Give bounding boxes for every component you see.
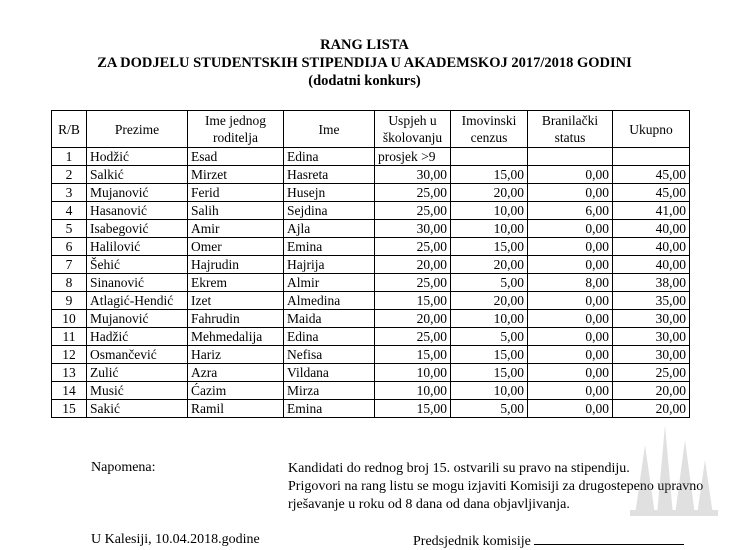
cell-uspjeh: 15,00 bbox=[375, 292, 451, 310]
cell-ukupno: 45,00 bbox=[613, 184, 690, 202]
place-date: U Kalesiji, 10.04.2018.godine bbox=[91, 532, 260, 547]
cell-roditelj: Omer bbox=[188, 238, 284, 256]
cell-ime: Emina bbox=[284, 238, 375, 256]
note-line: rješavanje u roku od 8 dana od dana objavljivanja. bbox=[288, 497, 570, 512]
cell-ime: Emina bbox=[284, 400, 375, 418]
cell-prezime: Hasanović bbox=[87, 202, 188, 220]
cell-prezime: Atlagić-Hendić bbox=[87, 292, 188, 310]
cell-rb: 9 bbox=[52, 292, 87, 310]
cell-ukupno: 40,00 bbox=[613, 256, 690, 274]
cell-uspjeh: 30,00 bbox=[375, 166, 451, 184]
cell-prezime: Mujanović bbox=[87, 184, 188, 202]
cell-imovinski: 15,00 bbox=[451, 364, 528, 382]
cell-ukupno: 40,00 bbox=[613, 238, 690, 256]
cell-ime: Sejdina bbox=[284, 202, 375, 220]
cell-ukupno: 40,00 bbox=[613, 220, 690, 238]
cell-ime: Hasreta bbox=[284, 166, 375, 184]
table-row bbox=[52, 310, 690, 328]
cell-rb: 1 bbox=[52, 148, 87, 166]
cell-ukupno: 41,00 bbox=[613, 202, 690, 220]
cell-branilacki: 0,00 bbox=[528, 166, 613, 184]
cell-branilacki: 0,00 bbox=[528, 184, 613, 202]
cell-prezime: Salkić bbox=[87, 166, 188, 184]
cell-ime: Almir bbox=[284, 274, 375, 292]
cell-ime: Maida bbox=[284, 310, 375, 328]
cell-uspjeh: prosjek >9 bbox=[375, 148, 451, 166]
cell-roditelj: Esad bbox=[188, 148, 284, 166]
document-subtitle: ZA DODJELU STUDENTSKIH STIPENDIJA U AKADEMSKOJ 2017/2018 GODINI bbox=[97, 55, 632, 71]
cell-ukupno: 38,00 bbox=[613, 274, 690, 292]
cell-prezime: Sakić bbox=[87, 400, 188, 418]
cell-roditelj: Salih bbox=[188, 202, 284, 220]
cell-imovinski: 10,00 bbox=[451, 310, 528, 328]
table-body bbox=[52, 148, 690, 418]
cell-ime: Husejn bbox=[284, 184, 375, 202]
cell-roditelj: Hariz bbox=[188, 346, 284, 364]
cell-prezime: Hodžić bbox=[87, 148, 188, 166]
col-imovinski-header: Imovinski cenzus bbox=[451, 111, 528, 148]
table-row bbox=[52, 400, 690, 418]
signature-block bbox=[413, 532, 684, 550]
cell-uspjeh: 25,00 bbox=[375, 328, 451, 346]
seal-watermark-icon bbox=[615, 405, 725, 525]
col-prezime-header: Prezime bbox=[87, 111, 188, 148]
cell-uspjeh: 25,00 bbox=[375, 238, 451, 256]
table-row bbox=[52, 292, 690, 310]
cell-rb: 6 bbox=[52, 238, 87, 256]
cell-ime: Vildana bbox=[284, 364, 375, 382]
cell-ukupno: 30,00 bbox=[613, 328, 690, 346]
cell-imovinski: 15,00 bbox=[451, 166, 528, 184]
cell-imovinski: 5,00 bbox=[451, 400, 528, 418]
cell-roditelj: Mirzet bbox=[188, 166, 284, 184]
cell-roditelj: Hajrudin bbox=[188, 256, 284, 274]
table-row bbox=[52, 364, 690, 382]
cell-uspjeh: 15,00 bbox=[375, 346, 451, 364]
cell-prezime: Sinanović bbox=[87, 274, 188, 292]
cell-roditelj: Azra bbox=[188, 364, 284, 382]
cell-ime: Nefisa bbox=[284, 346, 375, 364]
cell-branilacki: 0,00 bbox=[528, 382, 613, 400]
cell-branilacki: 8,00 bbox=[528, 274, 613, 292]
cell-prezime: Mujanović bbox=[87, 310, 188, 328]
table-row bbox=[52, 184, 690, 202]
cell-roditelj: Ćazim bbox=[188, 382, 284, 400]
cell-rb: 11 bbox=[52, 328, 87, 346]
cell-imovinski: 10,00 bbox=[451, 220, 528, 238]
cell-imovinski: 10,00 bbox=[451, 382, 528, 400]
document-title: RANG LISTA bbox=[320, 37, 409, 53]
cell-roditelj: Fahrudin bbox=[188, 310, 284, 328]
ranking-table bbox=[51, 110, 690, 418]
cell-prezime: Šehić bbox=[87, 256, 188, 274]
cell-ime: Edina bbox=[284, 148, 375, 166]
cell-ukupno: 45,00 bbox=[613, 166, 690, 184]
cell-branilacki: 0,00 bbox=[528, 328, 613, 346]
cell-prezime: Osmančević bbox=[87, 346, 188, 364]
cell-ime: Hajrija bbox=[284, 256, 375, 274]
table-row bbox=[52, 328, 690, 346]
table-row bbox=[52, 346, 690, 364]
cell-imovinski: 10,00 bbox=[451, 202, 528, 220]
cell-rb: 13 bbox=[52, 364, 87, 382]
cell-imovinski: 5,00 bbox=[451, 328, 528, 346]
cell-ime: Almedina bbox=[284, 292, 375, 310]
cell-rb: 12 bbox=[52, 346, 87, 364]
cell-ukupno: 25,00 bbox=[613, 364, 690, 382]
cell-ime: Edina bbox=[284, 328, 375, 346]
cell-branilacki: 0,00 bbox=[528, 310, 613, 328]
cell-roditelj: Amir bbox=[188, 220, 284, 238]
col-ukupno-header: Ukupno bbox=[613, 111, 690, 148]
table-row bbox=[52, 220, 690, 238]
col-uspjeh-header: Uspjeh u školovanju bbox=[375, 111, 451, 148]
table-row bbox=[52, 256, 690, 274]
signature-line bbox=[534, 532, 684, 545]
note-label: Napomena: bbox=[91, 460, 156, 475]
cell-ukupno: 30,00 bbox=[613, 346, 690, 364]
chairman-label: Predsjednik komisije bbox=[413, 534, 531, 549]
cell-imovinski: 15,00 bbox=[451, 238, 528, 256]
cell-imovinski: 20,00 bbox=[451, 184, 528, 202]
cell-uspjeh: 25,00 bbox=[375, 274, 451, 292]
cell-rb: 14 bbox=[52, 382, 87, 400]
col-rb-header: R/B bbox=[52, 111, 87, 148]
cell-uspjeh: 25,00 bbox=[375, 202, 451, 220]
document-subtitle-note: (dodatni konkurs) bbox=[308, 73, 421, 89]
cell-roditelj: Mehmedalija bbox=[188, 328, 284, 346]
cell-roditelj: Ekrem bbox=[188, 274, 284, 292]
col-branilacki-header: Branilački status bbox=[528, 111, 613, 148]
cell-rb: 3 bbox=[52, 184, 87, 202]
cell-branilacki: 0,00 bbox=[528, 364, 613, 382]
cell-rb: 15 bbox=[52, 400, 87, 418]
col-ime-header: Ime bbox=[284, 111, 375, 148]
note-line: Prigovori na rang listu se mogu izjaviti Komisiji za drugostepeno upravno bbox=[288, 479, 704, 494]
cell-ime: Mirza bbox=[284, 382, 375, 400]
cell-rb: 8 bbox=[52, 274, 87, 292]
cell-prezime: Halilović bbox=[87, 238, 188, 256]
cell-rb: 7 bbox=[52, 256, 87, 274]
cell-imovinski: 20,00 bbox=[451, 292, 528, 310]
cell-branilacki: 0,00 bbox=[528, 238, 613, 256]
table-row bbox=[52, 166, 690, 184]
cell-branilacki: 0,00 bbox=[528, 346, 613, 364]
cell-uspjeh: 10,00 bbox=[375, 382, 451, 400]
cell-branilacki: 0,00 bbox=[528, 256, 613, 274]
cell-branilacki: 0,00 bbox=[528, 220, 613, 238]
cell-rb: 4 bbox=[52, 202, 87, 220]
cell-branilacki: 6,00 bbox=[528, 202, 613, 220]
cell-imovinski: 15,00 bbox=[451, 346, 528, 364]
table-row bbox=[52, 148, 690, 166]
note-line: Kandidati do rednog broj 15. ostvarili su pravo na stipendiju. bbox=[288, 461, 630, 476]
table-header-row bbox=[52, 111, 690, 148]
cell-ime: Ajla bbox=[284, 220, 375, 238]
cell-imovinski bbox=[451, 148, 528, 166]
cell-imovinski: 5,00 bbox=[451, 274, 528, 292]
table-row bbox=[52, 274, 690, 292]
table-row bbox=[52, 202, 690, 220]
cell-ukupno: 30,00 bbox=[613, 310, 690, 328]
cell-ukupno: 20,00 bbox=[613, 400, 690, 418]
cell-uspjeh: 25,00 bbox=[375, 184, 451, 202]
cell-roditelj: Ferid bbox=[188, 184, 284, 202]
cell-rb: 2 bbox=[52, 166, 87, 184]
cell-uspjeh: 15,00 bbox=[375, 400, 451, 418]
cell-roditelj: Ramil bbox=[188, 400, 284, 418]
cell-prezime: Isabegović bbox=[87, 220, 188, 238]
cell-imovinski: 20,00 bbox=[451, 256, 528, 274]
cell-ukupno: 35,00 bbox=[613, 292, 690, 310]
cell-uspjeh: 30,00 bbox=[375, 220, 451, 238]
cell-roditelj: Izet bbox=[188, 292, 284, 310]
cell-uspjeh: 20,00 bbox=[375, 310, 451, 328]
cell-rb: 5 bbox=[52, 220, 87, 238]
table-row bbox=[52, 238, 690, 256]
cell-uspjeh: 10,00 bbox=[375, 364, 451, 382]
cell-prezime: Hadžić bbox=[87, 328, 188, 346]
cell-branilacki: 0,00 bbox=[528, 292, 613, 310]
col-roditelj-header: Ime jednog roditelja bbox=[188, 111, 284, 148]
cell-branilacki: 0,00 bbox=[528, 400, 613, 418]
cell-branilacki bbox=[528, 148, 613, 166]
cell-uspjeh: 20,00 bbox=[375, 256, 451, 274]
cell-ukupno: 20,00 bbox=[613, 382, 690, 400]
cell-prezime: Musić bbox=[87, 382, 188, 400]
cell-prezime: Zulić bbox=[87, 364, 188, 382]
table-row bbox=[52, 382, 690, 400]
cell-ukupno bbox=[613, 148, 690, 166]
cell-rb: 10 bbox=[52, 310, 87, 328]
